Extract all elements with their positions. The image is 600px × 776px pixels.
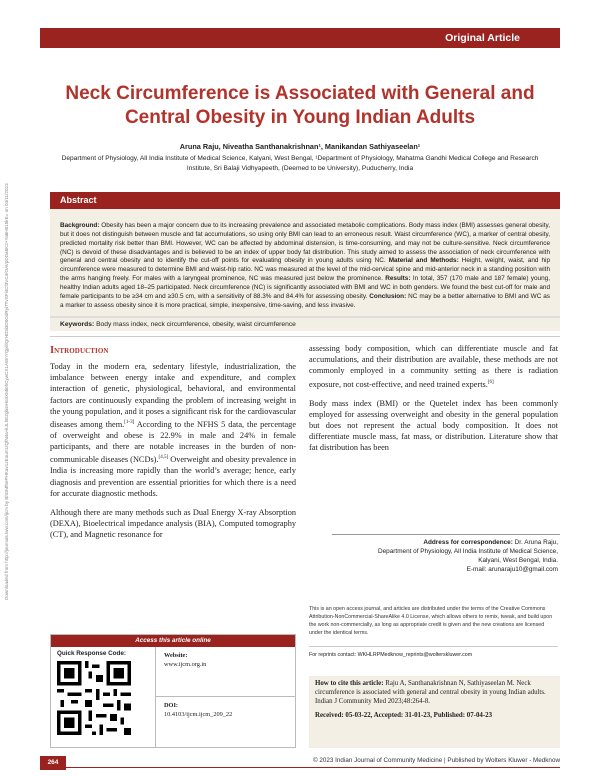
results-text: In total, 357 (170 male and 187 female) young, healthy Indian adults aged 18–25 participated. Neck circumference (NC) is significantly associated with BMI and WC in both genders. We found the best cut-off for male and female participants to be ≥34 cm and ≥30.5 cm, with a sensitivity of 88.3% and 84.4% for assessing obesity. — [60, 275, 550, 300]
reprints-note: For reprints contact: WKHLRPMedknow_reprints@wolterskluwer.com — [309, 646, 558, 659]
keywords-label: Keywords: — [60, 321, 95, 328]
article-type-ribbon: Original Article — [40, 28, 560, 48]
conclusion-label: Conclusion: — [369, 292, 407, 300]
keywords-text: Body mass index, neck circumference, obesity, waist circumference — [96, 321, 296, 328]
background-label: Background: — [60, 222, 100, 229]
page-number: 264 — [40, 756, 66, 770]
footer-rule — [40, 767, 560, 768]
left-column — [50, 361, 296, 549]
intro-paragraph-2: Although there are many methods such as Dual Energy X-ray Absorption (DEXA), Bioelectrical impedance analysis (BIA), Computed tomography (CT), and Magnetic resonance for — [50, 507, 296, 540]
publication-dates: Received: 05-03-22, Accepted: 31-01-23, Published: 07-04-23 — [315, 712, 493, 719]
correspondence-block: Address for correspondence: Dr. Aruna Raju, Department of Physiology, All India Institute of Medical Science, Kalyani, West Bengal, India. E-mail: arunaraju10@gmail.com — [309, 538, 558, 574]
doi-label: DOI: — [164, 702, 178, 709]
article-title: Neck Circumference is Associated with General and Central Obesity in Young Indian Adults — [65, 83, 535, 128]
website-link[interactable]: www.ijcm.org.in — [164, 661, 207, 668]
access-article-box — [50, 634, 296, 748]
citation-text: Raju A, Santhanakrishnan N, Sathiyaseelan M. Neck circumference is associated with general and central obesity in young Indian adults. Indian J Community Med 2023;48:264-8. — [315, 680, 546, 705]
footer-copyright: © 2023 Indian Journal of Community Medicine | Published by Wolters Kluwer - Medknow — [313, 757, 560, 764]
background-text: Obesity has been a major concern due to its increasing prevalence and associated metabolic complications. Body mass index (BMI) assesses general obesity, but it does not distinguish between muscle and fat accumulations, so using only BMI can lead to an erroneous result. Waist circumference (WC), a marker of central obesity, predicted mortality risk better than BMI. However, WC can be affected by abdominal distension, is time-consuming, and may not be culture-sensitive. Neck circumference (NC) is devoid of these disadvantages and is believed to be an index of upper body fat distribution. This study aimed to assess the association of neck circumference with general and central obesity and to identify the cut-off points for evaluating obesity in young adults using NC. — [60, 222, 550, 265]
website-cell — [156, 647, 295, 697]
doi-link[interactable]: 10.4103/ijcm.ijcm_209_22 — [164, 711, 233, 718]
qr-label: Quick Response Code: — [57, 650, 126, 657]
intro-paragraph-4: Body mass index (BMI) or the Quetelet index has been commonly employed for assessing overweight and obesity in the general population but does not represent the actual body composition. It does not differentiate muscle mass, fat mass, or distribution. Literature show that fat distribution has been — [309, 398, 558, 453]
introduction-heading: Introduction — [50, 345, 109, 356]
right-column — [309, 343, 558, 462]
methods-text: Height, weight, waist, and hip circumference were measured to determine BMI and waist-hip ratio. NC was measured at the level of the mid-cervical spine and mid-anterior neck in a standing position with the arms hanging freely. For males with a laryngeal prominence, NC was measured just below the prominence. — [60, 257, 551, 283]
license-note: This is an open access journal, and articles are distributed under the terms of the Creative Commons Attribution-NonCommercial-ShareAlike 4.0 License, which allows others to remix, tweak, and build upon the work non-commercially, as long as appropriate credit is given and the new creations are licensed under the identical terms. — [309, 606, 553, 636]
results-label: Results: — [385, 275, 411, 283]
citation-label: How to cite this article: — [315, 680, 384, 687]
methods-label: Material and Methods: — [388, 257, 459, 265]
conclusion-text: NC may be a better alternative to BMI and WC as a marker to assess obesity since it is more practical, simple, inexpensive, time-saving, and less invasive. — [60, 292, 550, 309]
access-heading: Access this article online — [51, 635, 295, 647]
intro-paragraph-3: assessing body composition, which can differentiate muscle and fat accumulations, and their distribution are available, these methods are not commonly employed in a community setting as there is radiation exposure, not cost-effective, and need trained experts.[6] — [309, 344, 558, 389]
intro-paragraph-1: Today in the modern era, sedentary lifestyle, industrialization, the imbalance between energy intake and expenditure, and complex interaction of genetic, physiological, behavioral, and environmental factors are continuously expanding the problem of increasing weight in the young population, and it poses a significant risk for the cardiovascular diseases among them.[1-3] According to the NFHS 5 data, the percentage of overweight and obese is 22.9% in male and 24% in female participants, and there are notable increases in the burden of non-communicable diseases (NCDs).[4,5] Overweight and obesity prevalence in India is increasing more rapidly than the world’s average; hence, early diagnosis and prevention are essential priorities for which there is a need for accurate diagnostic methods. — [50, 362, 297, 498]
qr-cell — [51, 647, 156, 747]
divider — [50, 336, 560, 337]
qr-code-icon[interactable] — [57, 661, 131, 735]
correspondence-email: E-mail: arunaraju10@gmail.com — [466, 566, 558, 573]
affiliations: Department of Physiology, All India Institute of Medical Science, Kalyani, West Bengal, ¹Department of Physiology, Mahatma Gandhi Medical College and Research Institute, Sri Balaji Vidhyapeeth, (Deemed to be University), Puducherry, India — [61, 155, 539, 172]
website-label: Website: — [164, 652, 188, 659]
author-list: Aruna Raju, Niveatha Santhanakrishnan¹, Manikandan Sathiyaseelan¹ — [179, 142, 421, 151]
divider — [332, 534, 560, 535]
doi-cell — [156, 697, 295, 747]
keywords — [50, 317, 560, 331]
citation-box — [309, 676, 560, 748]
abstract-heading: Abstract — [50, 192, 560, 209]
abstract-body — [50, 209, 560, 317]
download-watermark: Downloaded from http://journals.lww.com/ijcm by BhDMf5ePHKav1zEoum1tQfN4a+kJLhEZgbsIHo4XMi0hCywCX1AWnYQp/IlQrHD3i3D0OdRyi7TvSFl4Cf3VC4/OAVpDDa8K2+Ya6H515kE= on 04/11/2023 — [4, 183, 9, 600]
